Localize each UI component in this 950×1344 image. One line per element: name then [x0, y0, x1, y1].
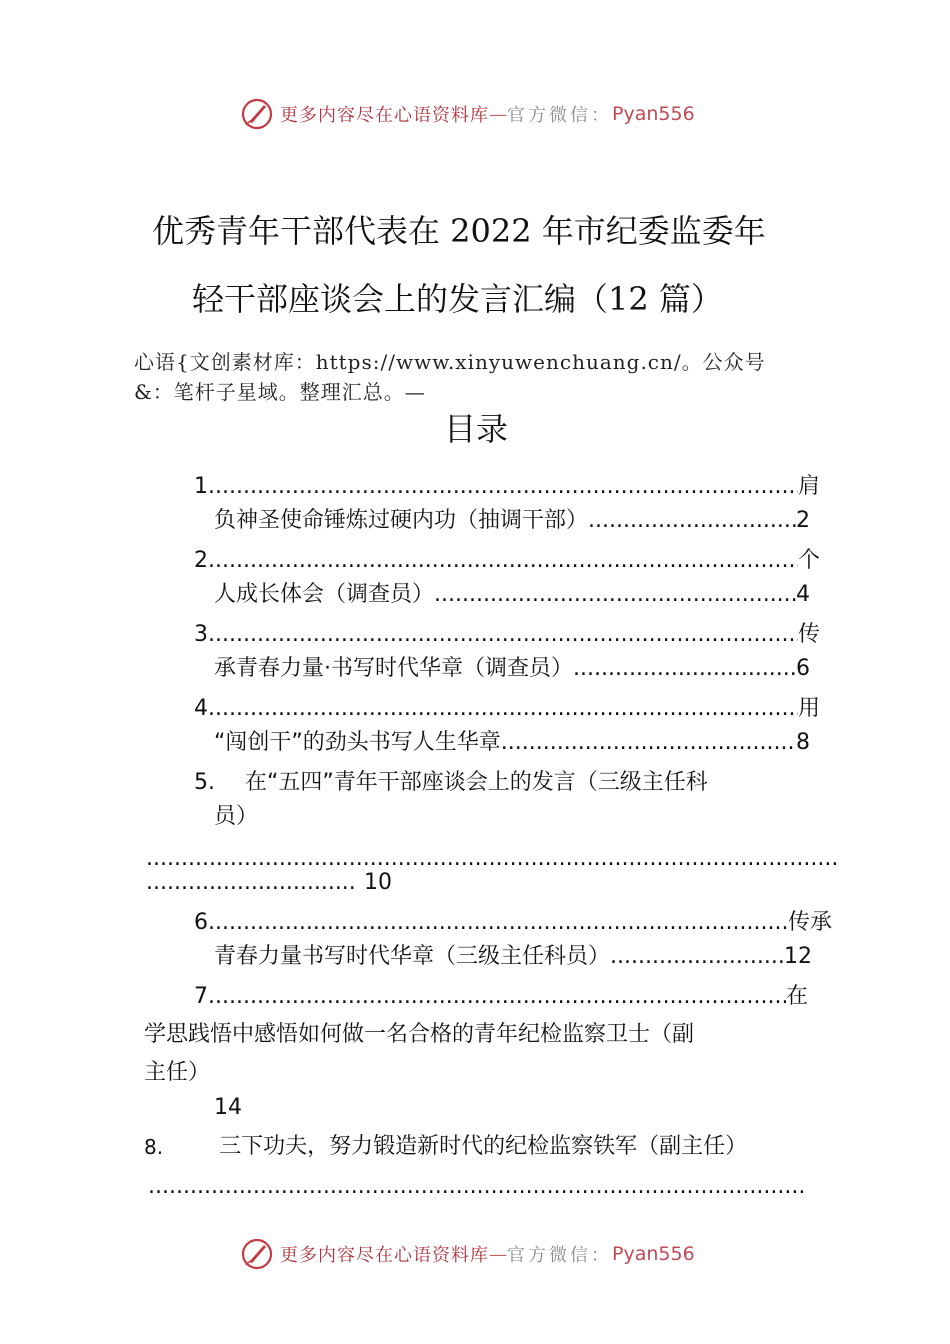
- toc-entry-number: 4.: [194, 696, 215, 721]
- toc-entry-4-line1[interactable]: [194, 694, 820, 724]
- toc-page-number: 4: [796, 582, 810, 607]
- banner-wechat-label: 官方微信：: [507, 105, 612, 126]
- toc-entry-title-cont: 主任）: [144, 1060, 211, 1085]
- leader-dots: [215, 694, 798, 724]
- banner-main-text: 更多内容尽在心语资料库: [280, 1245, 489, 1266]
- toc-entry-7-line3: [144, 1058, 344, 1088]
- leader-dots: [215, 620, 798, 650]
- banner-wechat-label: 官方微信：: [507, 1245, 612, 1266]
- toc-page-number: 6: [796, 656, 810, 681]
- toc-entry-lead: 传: [797, 622, 820, 647]
- toc-entry-number: 3.: [194, 622, 215, 647]
- doc-title-line2: 轻干部座谈会上的发言汇编（12 篇）: [192, 280, 723, 318]
- toc-page-number: 12: [784, 944, 812, 969]
- toc-entry-title: 三下功夫，努力锻造新时代的纪检监察铁军（副主任）: [219, 1134, 748, 1159]
- toc-entry-number: 7.: [194, 984, 215, 1009]
- leader-dots: [215, 982, 786, 1012]
- leader-dots: [588, 506, 796, 536]
- toc-entry-title: 青春力量书写时代华章（三级主任科员）: [214, 944, 611, 969]
- toc-entry-1-line2[interactable]: [214, 506, 810, 536]
- toc-entry-number: 1.: [194, 474, 215, 499]
- banner-main-text: 更多内容尽在心语资料库: [280, 105, 489, 126]
- toc-entry-title: 学思践悟中感悟如何做一名合格的青年纪检监察卫士（副: [144, 1022, 695, 1047]
- toc-entry-title: 人成长体会（调查员）: [214, 582, 435, 607]
- toc-heading: 目录: [444, 410, 509, 448]
- toc-entry-7-line1[interactable]: [194, 982, 808, 1012]
- toc-entry-title: “闯创干”的劲头书写人生华章: [214, 730, 501, 755]
- leader-dots: [501, 728, 796, 758]
- toc-entry-lead: 用: [797, 696, 820, 721]
- toc-entry-2-line1[interactable]: [194, 546, 820, 576]
- toc-entry-5-line1[interactable]: [194, 768, 824, 798]
- leader-dots: [148, 1172, 804, 1202]
- toc-entry-6-line2[interactable]: [214, 942, 812, 972]
- toc-entry-2-line2[interactable]: [214, 580, 810, 610]
- toc-entry-title: 承青春力量·书写时代华章（调查员）: [214, 656, 573, 681]
- toc-entry-8-line2: [148, 1172, 804, 1202]
- toc-page-number: 2: [796, 508, 810, 533]
- banner-separator: —: [489, 103, 507, 125]
- leader-dots: [215, 546, 798, 576]
- doc-title-line1: 优秀青年干部代表在 2022 年市纪委监委年: [152, 212, 766, 250]
- toc-entry-1-line1[interactable]: [194, 472, 820, 502]
- toc-entry-4-line2[interactable]: [214, 728, 810, 758]
- toc-entry-number: 2.: [194, 548, 215, 573]
- toc-entry-6-line1[interactable]: [194, 908, 832, 938]
- banner-wechat-id: Pyan556: [612, 1243, 695, 1265]
- toc-entry-number: 8.: [144, 1135, 164, 1159]
- toc-page-number: 10: [364, 870, 392, 895]
- banner-separator: —: [489, 1243, 507, 1265]
- leader-dots: [434, 580, 796, 610]
- toc-entry-3-line1[interactable]: [194, 620, 820, 650]
- toc-entry-7-line2: [144, 1020, 804, 1050]
- banner-wechat-id: Pyan556: [612, 103, 695, 125]
- quill-logo-icon: [240, 97, 274, 131]
- toc-entry-lead: 个: [797, 548, 820, 573]
- leader-dots: [610, 942, 784, 972]
- toc-entry-5-line4[interactable]: [146, 868, 406, 898]
- leader-dots: [215, 908, 788, 938]
- toc-page-number: 8: [796, 730, 810, 755]
- toc-entry-7-page[interactable]: [214, 1093, 314, 1123]
- toc-page-number: 14: [214, 1095, 242, 1120]
- toc-entry-5-line2: [214, 802, 414, 832]
- toc-entry-lead: 在: [785, 984, 808, 1009]
- toc-entry-number: 5.: [194, 770, 215, 795]
- toc-entry-title: 在“五四”青年干部座谈会上的发言（三级主任科: [245, 770, 708, 795]
- source-note-line2: &：笔杆子星域。整理汇总。—: [134, 380, 426, 404]
- toc-entry-3-line2[interactable]: [214, 654, 810, 684]
- leader-dots: [146, 868, 356, 898]
- toc-entry-title: 负神圣使命锤炼过硬内功（抽调干部）: [214, 508, 589, 533]
- leader-dots: [215, 472, 798, 502]
- quill-logo-icon: [240, 1237, 274, 1271]
- header-banner: [240, 96, 695, 132]
- toc-entry-lead: 肩: [797, 474, 820, 499]
- toc-entry-number: 6.: [194, 910, 215, 935]
- toc-entry-8-line1[interactable]: [144, 1132, 804, 1162]
- toc-entry-title-cont: 员）: [214, 804, 259, 829]
- leader-dots: [573, 654, 796, 684]
- source-note-line1: 心语{文创素材库：https://www.xinyuwenchuang.cn/。公众号: [134, 350, 766, 374]
- toc-entry-lead: 传承: [787, 910, 832, 935]
- footer-banner: [240, 1236, 695, 1272]
